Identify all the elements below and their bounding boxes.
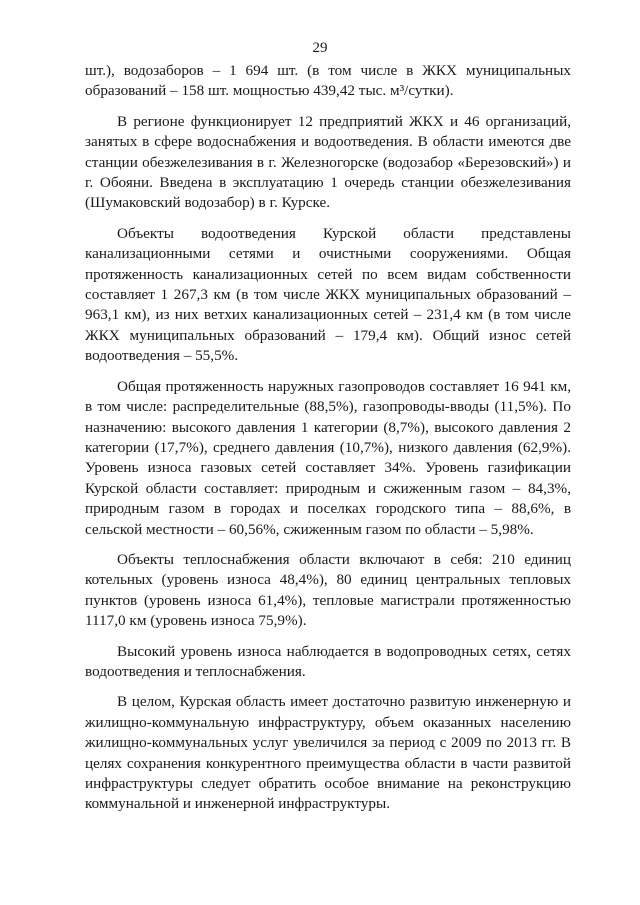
paragraph-heat-supply: Объекты теплоснабжения области включают в себя: 210 единиц котельных (уровень износа 48,4%), 80 единиц центральных тепловых пунктов (уровень износа 61,4%), тепловые магистрали протяженностью 1117,0 км (уровень износа 75,9%). (85, 550, 571, 630)
body-text (85, 61, 571, 825)
paragraph-water-intakes: шт.), водозаборов – 1 694 шт. (в том числе в ЖКХ муниципальных образований – 158 шт. мощностью 439,42 тыс. м³/сутки). (85, 62, 571, 100)
page-number: 29 (312, 40, 328, 56)
paragraph-sewerage: Объекты водоотведения Курской области представлены канализационными сетями и очистными сооружениями. Общая протяженность канализационных сетей по всем видам собственности составляет 1 267,3 км (в том числе ЖКХ муниципальных образований – 963,1 км), из них ветхих канализационных сетей – 231,4 км (в том числе ЖКХ муниципальных образований – 179,4 км). Общий износ сетей водоотведения – 55,5%. (85, 224, 571, 365)
paragraph-water-supply-organizations: В регионе функционирует 12 предприятий ЖКХ и 46 организаций, занятых в сфере водоснабжения и водоотведения. В области имеются две станции обезжелезивания в г. Железногорске (водозабор «Березовский») и г. Обояни. Введена в эксплуатацию 1 очередь станции обезжелезивания (Шумаковский водозабор) в г. Курске. (85, 112, 571, 212)
paragraph-gas-pipelines: Общая протяженность наружных газопроводов составляет 16 941 км, в том числе: распределительные (88,5%), газопроводы-вводы (11,5%). По назначению: высокого давления 1 категории (8,7%), высокого давления 2 категории (17,7%), среднего давления (10,7%), низкого давления (62,9%). Уровень износа газовых сетей составляет 34%. Уровень газификации Курской области составляет: природным и сжиженным газом – 84,3%, природным газом в городах и поселках городского типа – 88,6%, в сельской местности – 60,56%, сжиженным газом по области – 5,98%. (85, 377, 571, 538)
paragraph-conclusion: В целом, Курская область имеет достаточно развитую инженерную и жилищно-коммунальную инфраструктуру, объем оказанных населению жилищно-коммунальных услуг увеличился за период с 2009 по 2013 гг. В целях сохранения конкурентного преимущества области в части развитой инфраструктуры следует обратить особое внимание на реконструкцию коммунальной и инженерной инфраструктуры. (85, 693, 571, 813)
paragraph-wear-level: Высокий уровень износа наблюдается в водопроводных сетях, сетях водоотведения и теплоснабжения. (85, 642, 571, 680)
